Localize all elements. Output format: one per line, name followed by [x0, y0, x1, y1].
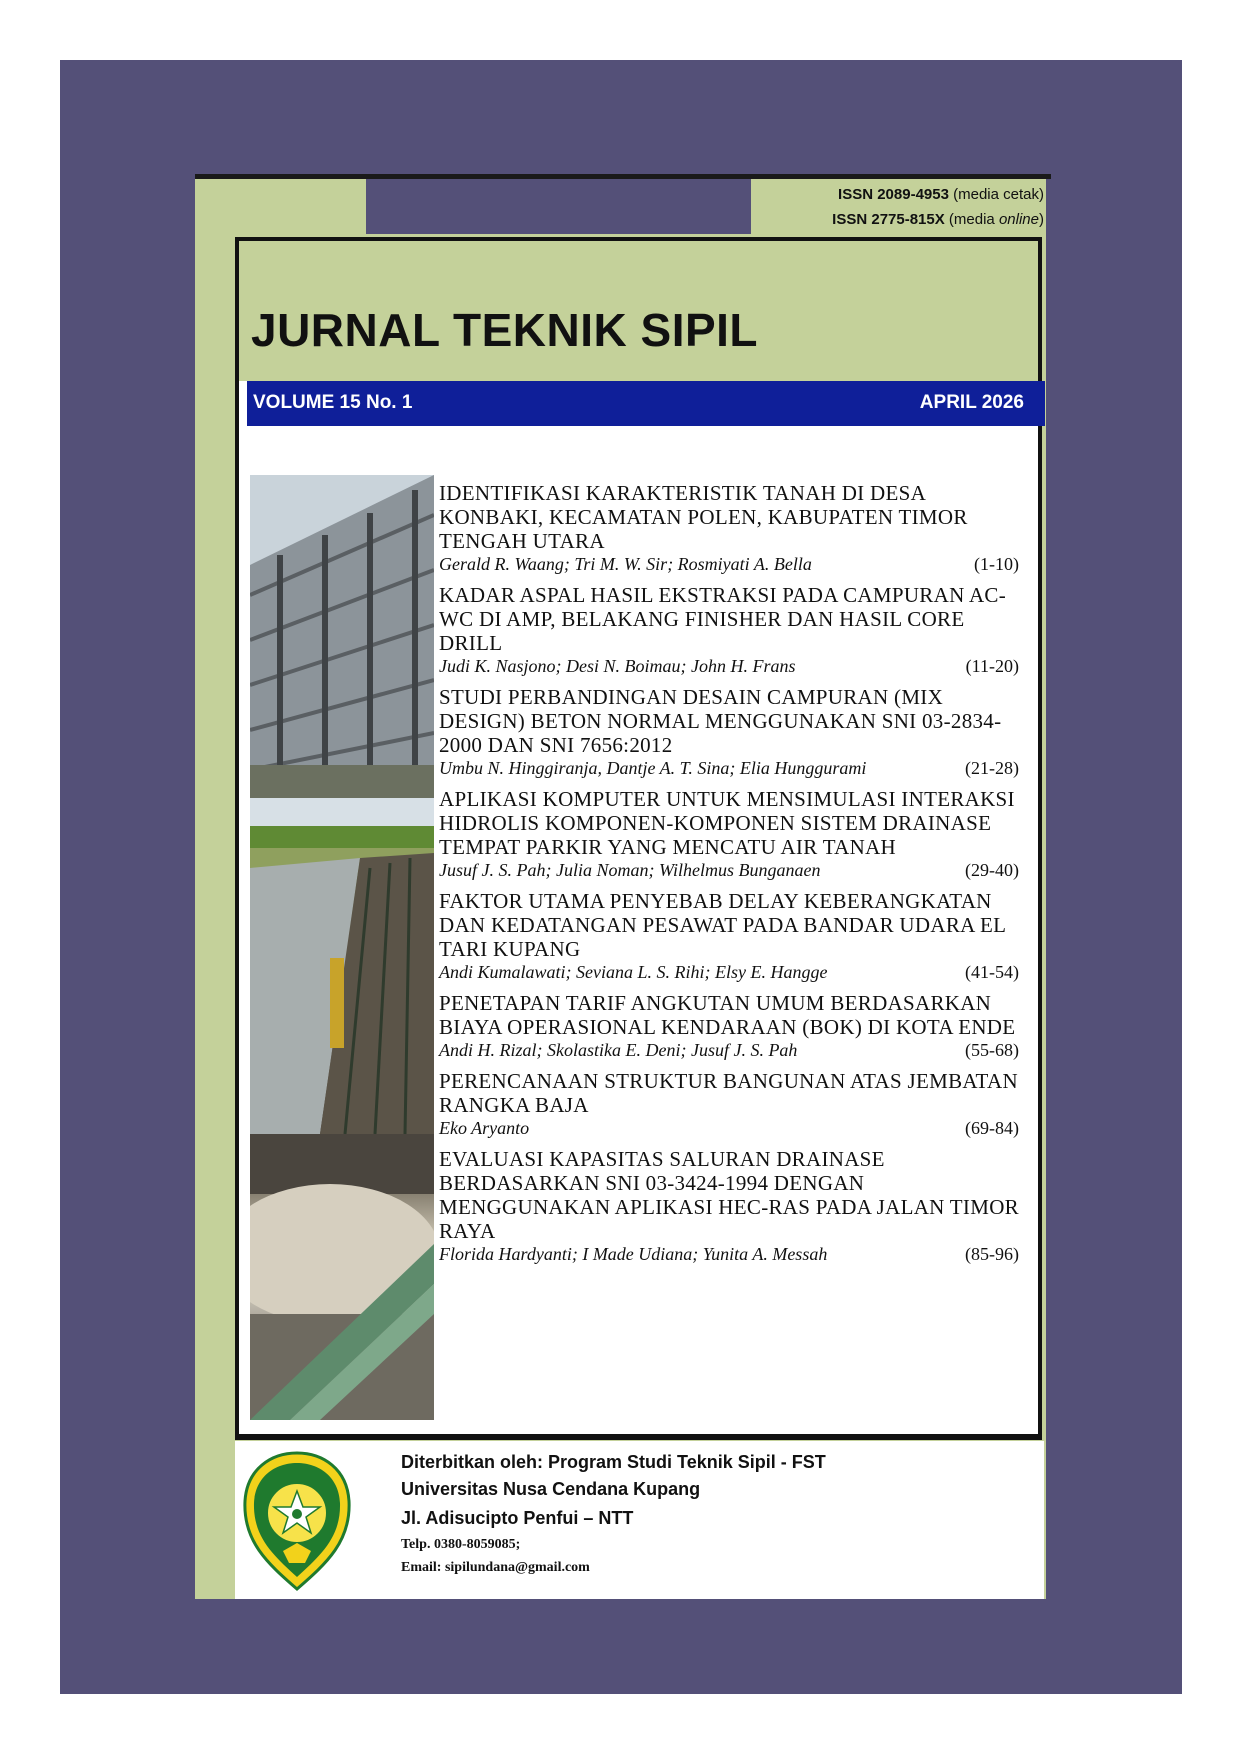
publisher-footer [235, 1441, 1044, 1599]
issn-print: ISSN 2089-4953 (media cetak) [838, 186, 1044, 203]
email: Email: sipilundana@gmail.com [401, 1560, 590, 1575]
article-title: APLIKASI KOMPUTER UNTUK MENSIMULASI INTERAKSI HIDROLIS KOMPONEN-KOMPONEN SISTEM DRAINASE TEMPAT PARKIR YANG MENCATU AIR TANAH [439, 787, 1015, 859]
title-band [239, 241, 1038, 381]
issn-online: ISSN 2775-815X (media online) [832, 211, 1044, 228]
article-entry [439, 583, 1019, 677]
article-pages: (21-28) [965, 758, 1019, 778]
article-meta [439, 655, 1019, 677]
article-pages: (69-84) [965, 1118, 1019, 1138]
address: Jl. Adisucipto Penfui – NTT [401, 1508, 634, 1528]
article-title: FAKTOR UTAMA PENYEBAB DELAY KEBERANGKATAN DAN KEDATANGAN PESAWAT PADA BANDAR UDARA EL TARI KUPANG [439, 889, 1006, 961]
issue-date: APRIL 2026 [919, 392, 1024, 413]
article-entry [439, 481, 1019, 575]
article-title: KADAR ASPAL HASIL EKSTRAKSI PADA CAMPURAN AC-WC DI AMP, BELAKANG FINISHER DAN HASIL CORE DRILL [439, 583, 1007, 655]
article-meta [439, 961, 1019, 983]
article-title: STUDI PERBANDINGAN DESAIN CAMPURAN (MIX DESIGN) BETON NORMAL MENGGUNAKAN SNI 03-2834-2000 DAN SNI 7656:2012 [439, 685, 1002, 757]
article-pages: (29-40) [965, 860, 1019, 880]
publisher-line: Diterbitkan oleh: Program Studi Teknik Sipil - FST [401, 1452, 826, 1472]
article-title: PENETAPAN TARIF ANGKUTAN UMUM BERDASARKAN BIAYA OPERASIONAL KENDARAAN (BOK) DI KOTA ENDE [439, 991, 1016, 1039]
article-meta [439, 1039, 1019, 1061]
contents-frame [235, 237, 1042, 1440]
article-entry [439, 787, 1019, 881]
article-meta [439, 1243, 1019, 1265]
article-authors: Umbu N. Hinggiranja, Dantje A. T. Sina; Elia Hunggurami [439, 758, 867, 778]
building-photo [250, 475, 434, 798]
article-meta [439, 553, 1019, 575]
article-title: PERENCANAAN STRUKTUR BANGUNAN ATAS JEMBATAN RANGKA BAJA [439, 1069, 1018, 1117]
article-title: EVALUASI KAPASITAS SALURAN DRAINASE BERDASARKAN SNI 03-3424-1994 DENGAN MENGGUNAKAN APLIKASI HEC-RAS PADA JALAN TIMOR RAYA [439, 1147, 1019, 1243]
header-strip [366, 179, 751, 234]
article-entry [439, 685, 1019, 779]
article-authors: Andi Kumalawati; Seviana L. S. Rihi; Elsy E. Hangge [439, 962, 828, 982]
excavation-pipe-photo [250, 1134, 434, 1420]
volume-number: VOLUME 15 No. 1 [253, 392, 413, 413]
drainage-channel-photo [250, 798, 434, 1134]
phone: Telp. 0380-8059085; [401, 1537, 521, 1552]
article-authors: Eko Aryanto [439, 1118, 530, 1138]
journal-title: JURNAL TEKNIK SIPIL [251, 304, 759, 356]
article-authors: Andi H. Rizal; Skolastika E. Deni; Jusuf J. S. Pah [439, 1040, 798, 1060]
article-pages: (11-20) [965, 656, 1019, 676]
volume-bar [247, 381, 1045, 426]
issn-block [752, 182, 1044, 232]
article-entry [439, 1147, 1019, 1265]
article-pages: (85-96) [965, 1244, 1019, 1264]
article-authors: Judi K. Nasjono; Desi N. Boimau; John H. Frans [439, 656, 796, 676]
article-authors: Jusuf J. S. Pah; Julia Noman; Wilhelmus Bunganaen [439, 860, 821, 880]
university-name: Universitas Nusa Cendana Kupang [401, 1479, 701, 1499]
article-title: IDENTIFIKASI KARAKTERISTIK TANAH DI DESA KONBAKI, KECAMATAN POLEN, KABUPATEN TIMOR TENGAH UTARA [439, 481, 968, 553]
publisher-info [401, 1449, 826, 1579]
article-authors: Florida Hardyanti; I Made Udiana; Yunita A. Messah [439, 1244, 828, 1264]
article-entry [439, 991, 1019, 1061]
article-entry [439, 889, 1019, 983]
university-logo [243, 1451, 351, 1591]
article-pages: (1-10) [974, 554, 1019, 574]
table-of-contents [439, 481, 1019, 1273]
article-pages: (41-54) [965, 962, 1019, 982]
article-pages: (55-68) [965, 1040, 1019, 1060]
article-entry [439, 1069, 1019, 1139]
article-authors: Gerald R. Waang; Tri M. W. Sir; Rosmiyati A. Bella [439, 554, 812, 574]
article-meta [439, 1117, 1019, 1139]
article-meta [439, 859, 1019, 881]
article-meta [439, 757, 1019, 779]
